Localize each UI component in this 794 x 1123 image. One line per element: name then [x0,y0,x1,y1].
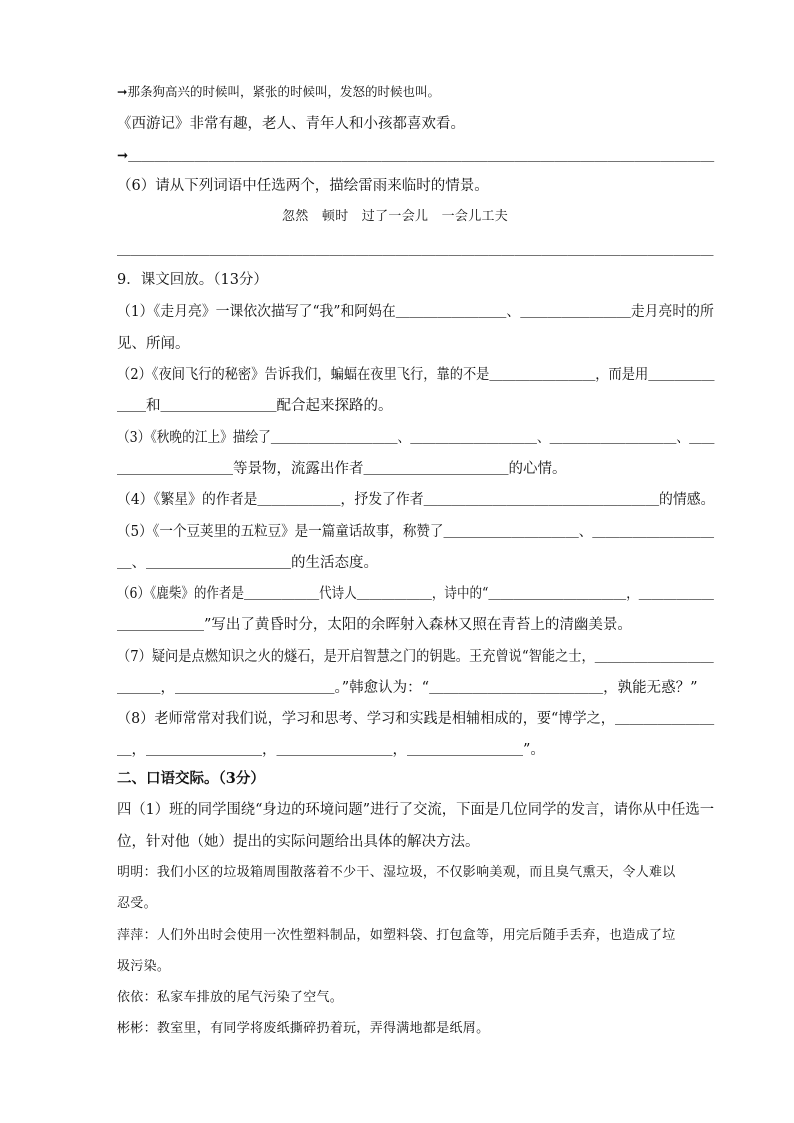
speaker-mingming: 明明：我们小区的垃圾箱周围散落着不少干、湿垃圾，不仅影响美观，而且臭气熏天，令人难以 [117,865,676,880]
section-2-heading: 二、口语交际。（3分） [117,770,265,787]
question-9-4: （4）《繁星》的作者是＿＿＿＿＿＿，抒发了作者＿＿＿＿＿＿＿＿＿＿＿＿＿＿＿＿＿的情感。 [117,492,715,508]
speaker-yiyi: 依依：私家车排放的尾气污染了空气。 [117,990,344,1005]
question-9-5-cont: ＿、＿＿＿＿＿＿＿＿＿＿的生活态度。 [117,555,378,571]
rewrite-sentence: 《西游记》非常有趣，老人、青年人和小孩都喜欢看。 [117,116,465,132]
section-9-heading: 9．课文回放。（13分） [117,272,268,288]
question-9-2: （2）《夜间飞行的秘密》告诉我们，蝙蝠在夜里飞行，靠的不是＿＿＿＿＿＿＿＿，而是用＿＿＿＿＿ [117,367,715,383]
question-9-3: （3）《秋晚的江上》描绘了＿＿＿＿＿＿＿＿＿＿、＿＿＿＿＿＿＿＿＿＿、＿＿＿＿＿＿＿＿＿＿、＿＿ [117,430,715,446]
word-options: 忽然 顿时 过了一会儿 一会儿工夫 [282,209,509,224]
question-9-8-cont: ＿，＿＿＿＿＿＿＿＿，＿＿＿＿＿＿＿＿，＿＿＿＿＿＿＿＿”。 [117,742,545,758]
question-9-1: （1）《走月亮》一课依次描写了“我”和阿妈在＿＿＿＿＿＿＿＿、＿＿＿＿＿＿＿＿走月亮时的所 [117,304,714,320]
question-9-6: （6）《鹿柴》的作者是＿＿＿＿＿＿代诗人＿＿＿＿＿＿，诗中的“＿＿＿＿＿＿＿＿＿＿＿，＿＿＿＿＿＿ [117,586,714,602]
answer-blank-line[interactable]: ＿＿＿＿＿＿＿＿＿＿＿＿＿＿＿＿＿＿＿＿＿＿＿＿＿＿＿＿＿＿＿＿＿＿＿＿＿＿＿＿＿＿＿＿＿ [117,242,714,258]
oral-prompt: 四（1）班的同学围绕“身边的环境问题”进行了交流，下面是几位同学的发言，请你从中任选一 [117,802,715,818]
example-answer-line: ➞那条狗高兴的时候叫，紧张的时候叫，发怒的时候也叫。 [117,84,440,99]
question-9-5: （5）《一个豆荚里的五粒豆》是一篇童话故事，称赞了＿＿＿＿＿＿＿＿＿＿、＿＿＿＿＿＿＿＿＿ [117,524,714,540]
speaker-binbin: 彬彬：教室里，有同学将废纸撕碎扔着玩，弄得满地都是纸屑。 [117,1021,490,1036]
question-9-3-cont: ＿＿＿＿＿＿＿＿等景物，流露出作者＿＿＿＿＿＿＿＿＿＿的心情。 [117,461,567,477]
question-9-7-cont: ＿＿＿，＿＿＿＿＿＿＿＿＿＿＿。”韩愈认为：“＿＿＿＿＿＿＿＿＿＿＿＿，孰能无惑？” [117,680,698,696]
question-9-1-cont: 见、所闻。 [117,336,190,352]
question-6-prompt: （6）请从下列词语中任选两个，描绘雷雨来临时的情景。 [117,178,489,194]
question-9-2-cont: ＿＿和＿＿＿＿＿＿＿＿配合起来探路的。 [117,398,393,414]
speaker-mingming-cont: 忍受。 [117,896,157,911]
question-9-8: （8）老师常常对我们说，学习和思考、学习和实践是相辅相成的，要“博学之，＿＿＿＿＿＿＿ [117,711,715,727]
question-9-6-cont: ＿＿＿＿＿＿”写出了黄昏时分，太阳的余晖射入森林又照在青苔上的清幽美景。 [117,617,632,633]
oral-prompt-cont: 位，针对他（她）提出的实际问题给出具体的解决方法。 [117,834,480,850]
answer-blank-line[interactable]: ➞＿＿＿＿＿＿＿＿＿＿＿＿＿＿＿＿＿＿＿＿＿＿＿＿＿＿＿＿＿＿＿＿＿＿＿＿＿＿＿＿＿＿＿＿ [117,148,715,164]
speaker-pingping: 萍萍：人们外出时会使用一次性塑料制品，如塑料袋、打包盒等，用完后随手丢弃，也造成了垃 [117,928,676,943]
question-9-7: （7）疑问是点燃知识之火的燧石，是开启智慧之门的钥匙。王充曾说“智能之士，＿＿＿＿＿＿＿＿＿ [117,649,714,665]
speaker-pingping-cont: 圾污染。 [117,959,171,974]
